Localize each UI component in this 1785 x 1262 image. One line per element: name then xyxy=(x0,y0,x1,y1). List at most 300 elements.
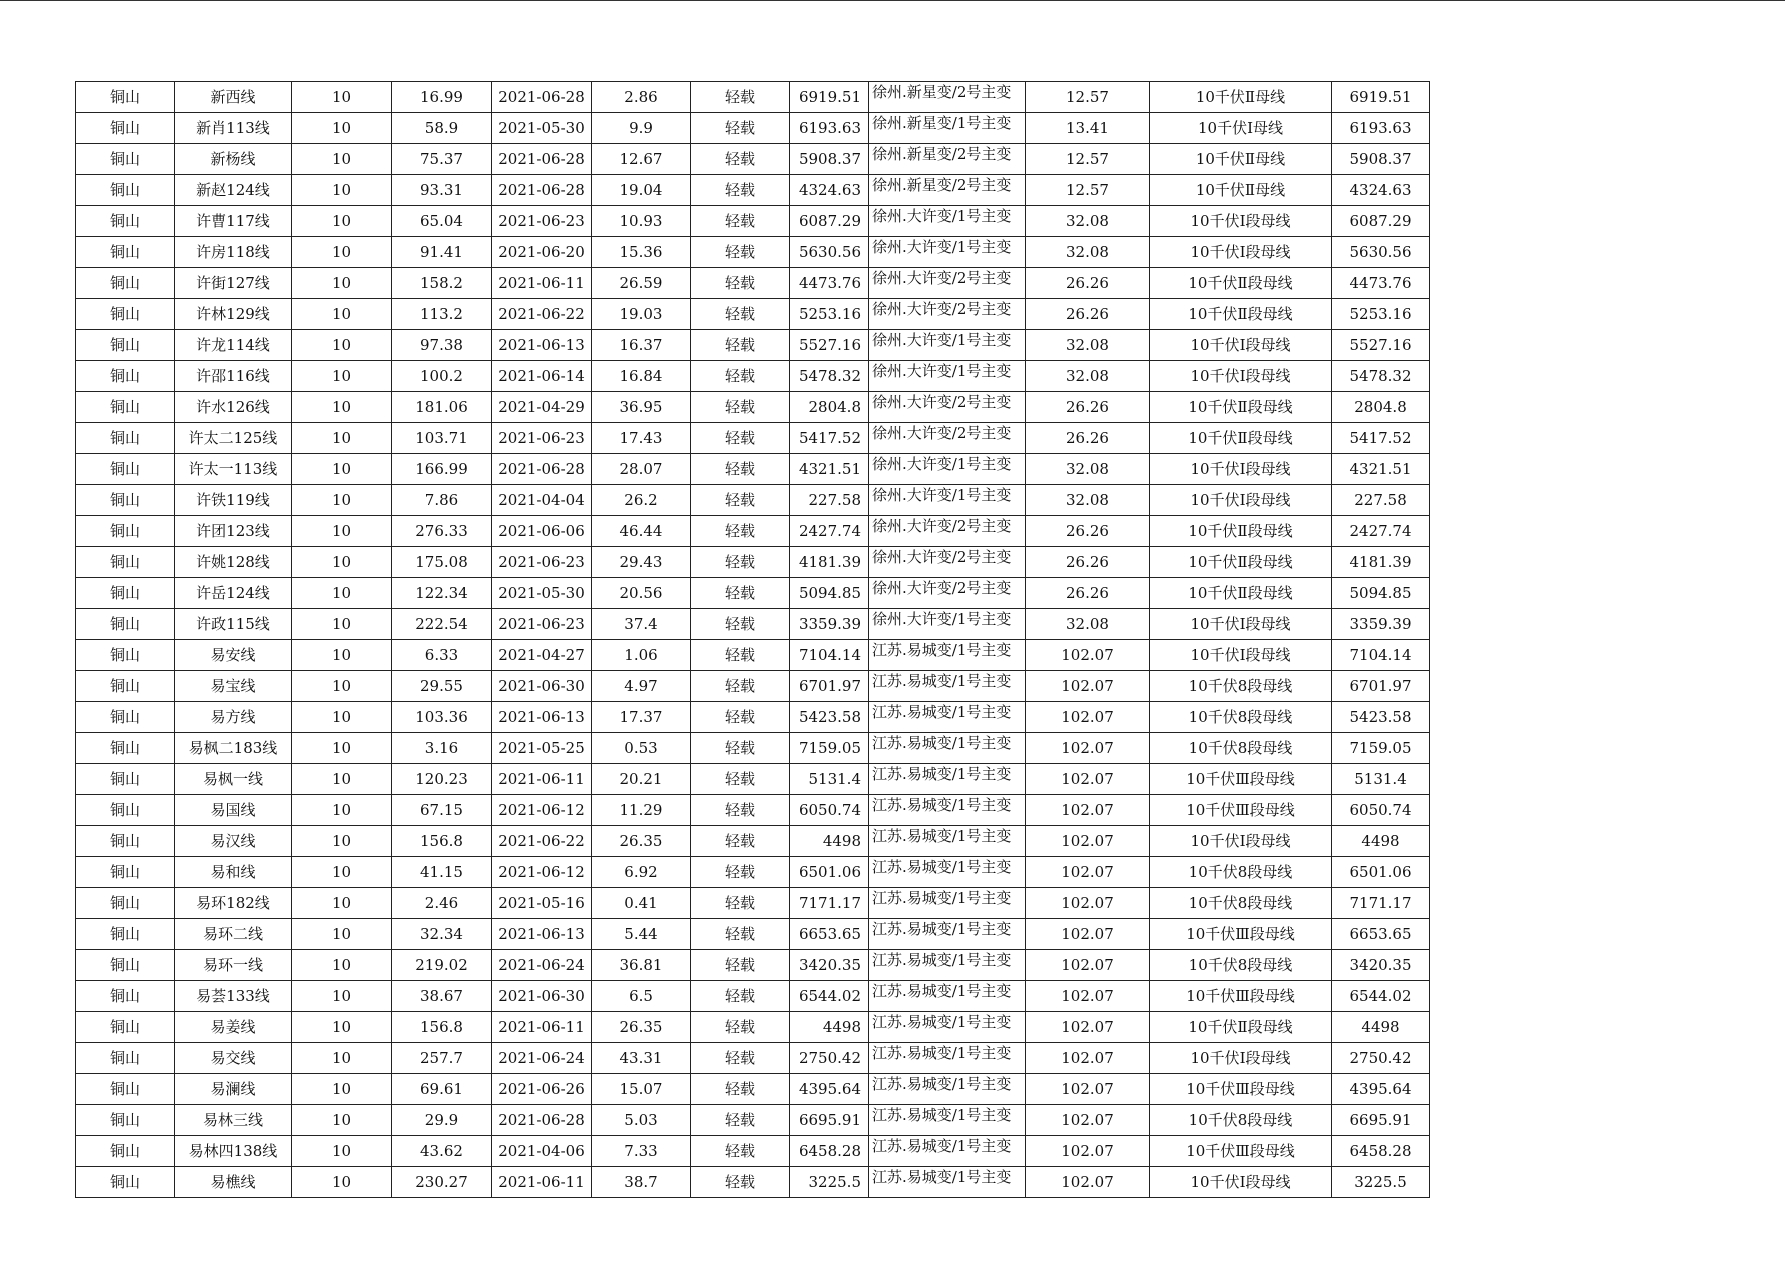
transformer-load-cell: 13.41 xyxy=(1026,113,1150,144)
table-row xyxy=(76,795,1430,826)
substation-transformer-text: 江苏.易城变/1号主变 xyxy=(872,734,1012,752)
load-rate-cell: 17.37 xyxy=(592,702,691,733)
available-capacity-cell: 6501.06 xyxy=(790,857,869,888)
table-row xyxy=(76,82,1430,113)
date-cell: 2021-06-13 xyxy=(492,919,592,950)
voltage-cell: 10 xyxy=(292,454,392,485)
county-cell: 铜山 xyxy=(76,1074,175,1105)
current-cell: 120.23 xyxy=(392,764,492,795)
substation-transformer-text: 徐州.大许变/1号主变 xyxy=(872,238,1012,256)
load-status-cell: 轻载 xyxy=(691,578,790,609)
date-cell: 2021-06-24 xyxy=(492,950,592,981)
bus-section-cell: 10千伏Ⅰ段母线 xyxy=(1150,237,1332,268)
load-rate-cell: 20.21 xyxy=(592,764,691,795)
table-row xyxy=(76,113,1430,144)
transformer-load-cell: 102.07 xyxy=(1026,826,1150,857)
feeder-line-cell: 易林四138线 xyxy=(175,1136,292,1167)
load-status-cell: 轻载 xyxy=(691,640,790,671)
feeder-line-cell: 许太一113线 xyxy=(175,454,292,485)
transformer-load-cell: 26.26 xyxy=(1026,516,1150,547)
load-rate-cell: 10.93 xyxy=(592,206,691,237)
available-capacity-cell: 5478.32 xyxy=(790,361,869,392)
remaining-capacity-cell: 7159.05 xyxy=(1332,733,1430,764)
county-cell: 铜山 xyxy=(76,981,175,1012)
remaining-capacity-cell: 227.58 xyxy=(1332,485,1430,516)
transformer-load-cell: 32.08 xyxy=(1026,361,1150,392)
load-rate-cell: 15.36 xyxy=(592,237,691,268)
substation-transformer-text: 江苏.易城变/1号主变 xyxy=(872,641,1012,659)
substation-transformer-text: 江苏.易城变/1号主变 xyxy=(872,827,1012,845)
substation-transformer-cell xyxy=(869,950,1026,981)
substation-transformer-cell xyxy=(869,640,1026,671)
load-rate-cell: 28.07 xyxy=(592,454,691,485)
load-status-cell: 轻载 xyxy=(691,919,790,950)
transformer-load-cell: 102.07 xyxy=(1026,888,1150,919)
county-cell: 铜山 xyxy=(76,1105,175,1136)
remaining-capacity-cell: 6050.74 xyxy=(1332,795,1430,826)
county-cell: 铜山 xyxy=(76,82,175,113)
bus-section-cell: 10千伏Ⅰ段母线 xyxy=(1150,640,1332,671)
transformer-load-cell: 12.57 xyxy=(1026,82,1150,113)
current-cell: 7.86 xyxy=(392,485,492,516)
table-row xyxy=(76,206,1430,237)
current-cell: 65.04 xyxy=(392,206,492,237)
voltage-cell: 10 xyxy=(292,919,392,950)
date-cell: 2021-06-23 xyxy=(492,547,592,578)
date-cell: 2021-05-30 xyxy=(492,113,592,144)
transformer-load-cell: 102.07 xyxy=(1026,919,1150,950)
transformer-load-cell: 102.07 xyxy=(1026,1074,1150,1105)
county-cell: 铜山 xyxy=(76,919,175,950)
substation-transformer-text: 徐州.新星变/1号主变 xyxy=(872,114,1012,132)
substation-transformer-cell xyxy=(869,578,1026,609)
county-cell: 铜山 xyxy=(76,950,175,981)
available-capacity-cell: 6653.65 xyxy=(790,919,869,950)
load-status-cell: 轻载 xyxy=(691,299,790,330)
bus-section-cell: 10千伏Ⅰ段母线 xyxy=(1150,609,1332,640)
remaining-capacity-cell: 6193.63 xyxy=(1332,113,1430,144)
county-cell: 铜山 xyxy=(76,733,175,764)
substation-transformer-cell xyxy=(869,330,1026,361)
load-status-cell: 轻载 xyxy=(691,1105,790,1136)
voltage-cell: 10 xyxy=(292,1167,392,1198)
substation-transformer-cell xyxy=(869,82,1026,113)
transformer-load-cell: 12.57 xyxy=(1026,144,1150,175)
load-status-cell: 轻载 xyxy=(691,1136,790,1167)
feeder-line-cell: 许街127线 xyxy=(175,268,292,299)
date-cell: 2021-06-23 xyxy=(492,423,592,454)
date-cell: 2021-06-11 xyxy=(492,1012,592,1043)
county-cell: 铜山 xyxy=(76,547,175,578)
load-rate-cell: 4.97 xyxy=(592,671,691,702)
load-rate-cell: 6.5 xyxy=(592,981,691,1012)
substation-transformer-cell xyxy=(869,237,1026,268)
substation-transformer-cell xyxy=(869,981,1026,1012)
available-capacity-cell: 2804.8 xyxy=(790,392,869,423)
available-capacity-cell: 3420.35 xyxy=(790,950,869,981)
load-rate-cell: 26.59 xyxy=(592,268,691,299)
bus-section-cell: 10千伏Ⅰ段母线 xyxy=(1150,826,1332,857)
substation-transformer-text: 徐州.大许变/1号主变 xyxy=(872,207,1012,225)
current-cell: 67.15 xyxy=(392,795,492,826)
load-status-cell: 轻载 xyxy=(691,237,790,268)
available-capacity-cell: 5908.37 xyxy=(790,144,869,175)
bus-section-cell: 10千伏Ⅱ段母线 xyxy=(1150,268,1332,299)
current-cell: 97.38 xyxy=(392,330,492,361)
available-capacity-cell: 6544.02 xyxy=(790,981,869,1012)
load-status-cell: 轻载 xyxy=(691,1074,790,1105)
substation-transformer-cell xyxy=(869,361,1026,392)
voltage-cell: 10 xyxy=(292,113,392,144)
remaining-capacity-cell: 6501.06 xyxy=(1332,857,1430,888)
county-cell: 铜山 xyxy=(76,888,175,919)
bus-section-cell: 10千伏Ⅰ段母线 xyxy=(1150,206,1332,237)
table-row xyxy=(76,888,1430,919)
substation-transformer-cell xyxy=(869,175,1026,206)
current-cell: 75.37 xyxy=(392,144,492,175)
transformer-load-cell: 102.07 xyxy=(1026,795,1150,826)
table-row xyxy=(76,1074,1430,1105)
load-rate-cell: 0.41 xyxy=(592,888,691,919)
load-rate-cell: 6.92 xyxy=(592,857,691,888)
voltage-cell: 10 xyxy=(292,1105,392,1136)
feeder-line-cell: 易环一线 xyxy=(175,950,292,981)
voltage-cell: 10 xyxy=(292,1043,392,1074)
voltage-cell: 10 xyxy=(292,144,392,175)
available-capacity-cell: 6193.63 xyxy=(790,113,869,144)
table-row xyxy=(76,268,1430,299)
transformer-load-cell: 26.26 xyxy=(1026,392,1150,423)
substation-transformer-text: 徐州.大许变/1号主变 xyxy=(872,331,1012,349)
voltage-cell: 10 xyxy=(292,516,392,547)
current-cell: 29.9 xyxy=(392,1105,492,1136)
bus-section-cell: 10千伏Ⅱ母线 xyxy=(1150,175,1332,206)
remaining-capacity-cell: 6701.97 xyxy=(1332,671,1430,702)
load-status-cell: 轻载 xyxy=(691,826,790,857)
substation-transformer-cell xyxy=(869,392,1026,423)
substation-transformer-cell xyxy=(869,919,1026,950)
remaining-capacity-cell: 6653.65 xyxy=(1332,919,1430,950)
substation-transformer-text: 徐州.大许变/1号主变 xyxy=(872,362,1012,380)
county-cell: 铜山 xyxy=(76,826,175,857)
county-cell: 铜山 xyxy=(76,857,175,888)
county-cell: 铜山 xyxy=(76,516,175,547)
load-rate-cell: 16.84 xyxy=(592,361,691,392)
page-top-border xyxy=(0,0,1785,1)
substation-transformer-text: 江苏.易城变/1号主变 xyxy=(872,951,1012,969)
substation-transformer-cell xyxy=(869,1043,1026,1074)
current-cell: 2.46 xyxy=(392,888,492,919)
current-cell: 29.55 xyxy=(392,671,492,702)
remaining-capacity-cell: 5131.4 xyxy=(1332,764,1430,795)
remaining-capacity-cell: 6544.02 xyxy=(1332,981,1430,1012)
date-cell: 2021-06-11 xyxy=(492,764,592,795)
voltage-cell: 10 xyxy=(292,547,392,578)
load-status-cell: 轻载 xyxy=(691,361,790,392)
transformer-load-cell: 32.08 xyxy=(1026,206,1150,237)
substation-transformer-cell xyxy=(869,609,1026,640)
date-cell: 2021-06-12 xyxy=(492,795,592,826)
substation-transformer-cell xyxy=(869,1136,1026,1167)
bus-section-cell: 10千伏Ⅰ段母线 xyxy=(1150,1043,1332,1074)
feeder-line-cell: 易林三线 xyxy=(175,1105,292,1136)
date-cell: 2021-06-23 xyxy=(492,206,592,237)
bus-section-cell: 10千伏8段母线 xyxy=(1150,702,1332,733)
date-cell: 2021-06-28 xyxy=(492,144,592,175)
current-cell: 219.02 xyxy=(392,950,492,981)
date-cell: 2021-06-14 xyxy=(492,361,592,392)
feeder-line-cell: 易汉线 xyxy=(175,826,292,857)
transformer-load-cell: 102.07 xyxy=(1026,1136,1150,1167)
transformer-load-cell: 102.07 xyxy=(1026,702,1150,733)
bus-section-cell: 10千伏Ⅱ母线 xyxy=(1150,82,1332,113)
county-cell: 铜山 xyxy=(76,237,175,268)
table-row xyxy=(76,392,1430,423)
table-row xyxy=(76,516,1430,547)
remaining-capacity-cell: 2427.74 xyxy=(1332,516,1430,547)
available-capacity-cell: 4321.51 xyxy=(790,454,869,485)
remaining-capacity-cell: 2750.42 xyxy=(1332,1043,1430,1074)
load-rate-cell: 0.53 xyxy=(592,733,691,764)
voltage-cell: 10 xyxy=(292,330,392,361)
available-capacity-cell: 7159.05 xyxy=(790,733,869,764)
table-row xyxy=(76,857,1430,888)
remaining-capacity-cell: 5630.56 xyxy=(1332,237,1430,268)
available-capacity-cell: 5423.58 xyxy=(790,702,869,733)
bus-section-cell: 10千伏Ⅰ母线 xyxy=(1150,113,1332,144)
date-cell: 2021-06-30 xyxy=(492,981,592,1012)
load-status-cell: 轻载 xyxy=(691,82,790,113)
current-cell: 58.9 xyxy=(392,113,492,144)
load-status-cell: 轻载 xyxy=(691,609,790,640)
substation-transformer-cell xyxy=(869,671,1026,702)
county-cell: 铜山 xyxy=(76,485,175,516)
substation-transformer-text: 徐州.大许变/2号主变 xyxy=(872,517,1012,535)
date-cell: 2021-06-20 xyxy=(492,237,592,268)
transformer-load-cell: 32.08 xyxy=(1026,454,1150,485)
voltage-cell: 10 xyxy=(292,1074,392,1105)
bus-section-cell: 10千伏Ⅱ段母线 xyxy=(1150,547,1332,578)
available-capacity-cell: 6087.29 xyxy=(790,206,869,237)
substation-transformer-cell xyxy=(869,888,1026,919)
feeder-line-cell: 易交线 xyxy=(175,1043,292,1074)
table-row xyxy=(76,733,1430,764)
bus-section-cell: 10千伏Ⅱ段母线 xyxy=(1150,516,1332,547)
table-row xyxy=(76,1012,1430,1043)
table-row xyxy=(76,1043,1430,1074)
available-capacity-cell: 7104.14 xyxy=(790,640,869,671)
feeder-line-cell: 易枫一线 xyxy=(175,764,292,795)
bus-section-cell: 10千伏Ⅲ段母线 xyxy=(1150,1136,1332,1167)
remaining-capacity-cell: 4498 xyxy=(1332,1012,1430,1043)
county-cell: 铜山 xyxy=(76,702,175,733)
substation-transformer-text: 徐州.大许变/2号主变 xyxy=(872,393,1012,411)
transformer-load-cell: 102.07 xyxy=(1026,764,1150,795)
bus-section-cell: 10千伏Ⅰ段母线 xyxy=(1150,454,1332,485)
transformer-load-cell: 32.08 xyxy=(1026,237,1150,268)
table-row xyxy=(76,175,1430,206)
feeder-line-cell: 易和线 xyxy=(175,857,292,888)
load-status-cell: 轻载 xyxy=(691,454,790,485)
current-cell: 156.8 xyxy=(392,1012,492,1043)
voltage-cell: 10 xyxy=(292,702,392,733)
current-cell: 122.34 xyxy=(392,578,492,609)
county-cell: 铜山 xyxy=(76,578,175,609)
load-status-cell: 轻载 xyxy=(691,1012,790,1043)
current-cell: 38.67 xyxy=(392,981,492,1012)
transformer-load-cell: 26.26 xyxy=(1026,547,1150,578)
date-cell: 2021-06-28 xyxy=(492,1105,592,1136)
load-rate-cell: 37.4 xyxy=(592,609,691,640)
table-row xyxy=(76,764,1430,795)
available-capacity-cell: 2750.42 xyxy=(790,1043,869,1074)
available-capacity-cell: 227.58 xyxy=(790,485,869,516)
county-cell: 铜山 xyxy=(76,423,175,454)
feeder-line-cell: 新赵124线 xyxy=(175,175,292,206)
current-cell: 230.27 xyxy=(392,1167,492,1198)
load-status-cell: 轻载 xyxy=(691,981,790,1012)
remaining-capacity-cell: 4498 xyxy=(1332,826,1430,857)
remaining-capacity-cell: 5423.58 xyxy=(1332,702,1430,733)
load-status-cell: 轻载 xyxy=(691,764,790,795)
load-rate-cell: 1.06 xyxy=(592,640,691,671)
load-rate-cell: 46.44 xyxy=(592,516,691,547)
bus-section-cell: 10千伏8段母线 xyxy=(1150,950,1332,981)
transformer-load-cell: 102.07 xyxy=(1026,1167,1150,1198)
voltage-cell: 10 xyxy=(292,82,392,113)
table-row xyxy=(76,578,1430,609)
date-cell: 2021-06-12 xyxy=(492,857,592,888)
load-status-cell: 轻载 xyxy=(691,795,790,826)
available-capacity-cell: 6919.51 xyxy=(790,82,869,113)
date-cell: 2021-06-13 xyxy=(492,330,592,361)
bus-section-cell: 10千伏Ⅱ段母线 xyxy=(1150,392,1332,423)
load-status-cell: 轻载 xyxy=(691,857,790,888)
current-cell: 100.2 xyxy=(392,361,492,392)
bus-section-cell: 10千伏8段母线 xyxy=(1150,671,1332,702)
remaining-capacity-cell: 5094.85 xyxy=(1332,578,1430,609)
remaining-capacity-cell: 6458.28 xyxy=(1332,1136,1430,1167)
date-cell: 2021-06-23 xyxy=(492,609,592,640)
substation-transformer-cell xyxy=(869,547,1026,578)
load-status-cell: 轻载 xyxy=(691,1043,790,1074)
substation-transformer-cell xyxy=(869,733,1026,764)
transformer-load-cell: 102.07 xyxy=(1026,640,1150,671)
substation-transformer-cell xyxy=(869,516,1026,547)
available-capacity-cell: 5094.85 xyxy=(790,578,869,609)
substation-transformer-text: 江苏.易城变/1号主变 xyxy=(872,1106,1012,1124)
voltage-cell: 10 xyxy=(292,578,392,609)
transformer-load-cell: 26.26 xyxy=(1026,423,1150,454)
county-cell: 铜山 xyxy=(76,392,175,423)
date-cell: 2021-06-24 xyxy=(492,1043,592,1074)
feeder-line-cell: 易方线 xyxy=(175,702,292,733)
voltage-cell: 10 xyxy=(292,392,392,423)
county-cell: 铜山 xyxy=(76,454,175,485)
available-capacity-cell: 2427.74 xyxy=(790,516,869,547)
county-cell: 铜山 xyxy=(76,1012,175,1043)
substation-transformer-text: 江苏.易城变/1号主变 xyxy=(872,889,1012,907)
table-row xyxy=(76,237,1430,268)
substation-transformer-cell xyxy=(869,1167,1026,1198)
remaining-capacity-cell: 4324.63 xyxy=(1332,175,1430,206)
remaining-capacity-cell: 3225.5 xyxy=(1332,1167,1430,1198)
county-cell: 铜山 xyxy=(76,144,175,175)
current-cell: 32.34 xyxy=(392,919,492,950)
feeder-line-cell: 易枫二183线 xyxy=(175,733,292,764)
county-cell: 铜山 xyxy=(76,330,175,361)
transformer-load-cell: 32.08 xyxy=(1026,485,1150,516)
substation-transformer-text: 江苏.易城变/1号主变 xyxy=(872,672,1012,690)
bus-section-cell: 10千伏Ⅲ段母线 xyxy=(1150,795,1332,826)
county-cell: 铜山 xyxy=(76,113,175,144)
available-capacity-cell: 4473.76 xyxy=(790,268,869,299)
current-cell: 6.33 xyxy=(392,640,492,671)
feeder-line-cell: 许邵116线 xyxy=(175,361,292,392)
substation-transformer-cell xyxy=(869,1074,1026,1105)
date-cell: 2021-06-11 xyxy=(492,268,592,299)
table-row xyxy=(76,144,1430,175)
load-status-cell: 轻载 xyxy=(691,206,790,237)
feeder-line-cell: 易环二线 xyxy=(175,919,292,950)
substation-transformer-text: 徐州.新星变/2号主变 xyxy=(872,145,1012,163)
available-capacity-cell: 5417.52 xyxy=(790,423,869,454)
date-cell: 2021-06-06 xyxy=(492,516,592,547)
voltage-cell: 10 xyxy=(292,175,392,206)
substation-transformer-cell xyxy=(869,144,1026,175)
substation-transformer-text: 徐州.新星变/2号主变 xyxy=(872,176,1012,194)
table-row xyxy=(76,454,1430,485)
load-status-cell: 轻载 xyxy=(691,1167,790,1198)
load-rate-cell: 11.29 xyxy=(592,795,691,826)
substation-transformer-text: 徐州.大许变/2号主变 xyxy=(872,300,1012,318)
load-status-cell: 轻载 xyxy=(691,392,790,423)
available-capacity-cell: 3225.5 xyxy=(790,1167,869,1198)
voltage-cell: 10 xyxy=(292,237,392,268)
remaining-capacity-cell: 5908.37 xyxy=(1332,144,1430,175)
substation-transformer-cell xyxy=(869,423,1026,454)
table-row xyxy=(76,485,1430,516)
available-capacity-cell: 6701.97 xyxy=(790,671,869,702)
load-status-cell: 轻载 xyxy=(691,547,790,578)
remaining-capacity-cell: 5417.52 xyxy=(1332,423,1430,454)
date-cell: 2021-04-27 xyxy=(492,640,592,671)
substation-transformer-text: 江苏.易城变/1号主变 xyxy=(872,1137,1012,1155)
feeder-line-cell: 许林129线 xyxy=(175,299,292,330)
available-capacity-cell: 6458.28 xyxy=(790,1136,869,1167)
voltage-cell: 10 xyxy=(292,1136,392,1167)
voltage-cell: 10 xyxy=(292,733,392,764)
feeder-line-cell: 易澜线 xyxy=(175,1074,292,1105)
current-cell: 69.61 xyxy=(392,1074,492,1105)
substation-transformer-text: 徐州.大许变/2号主变 xyxy=(872,424,1012,442)
available-capacity-cell: 6695.91 xyxy=(790,1105,869,1136)
feeder-line-cell: 易环182线 xyxy=(175,888,292,919)
load-rate-cell: 2.86 xyxy=(592,82,691,113)
substation-transformer-text: 江苏.易城变/1号主变 xyxy=(872,858,1012,876)
current-cell: 156.8 xyxy=(392,826,492,857)
remaining-capacity-cell: 6919.51 xyxy=(1332,82,1430,113)
load-status-cell: 轻载 xyxy=(691,330,790,361)
transformer-load-cell: 102.07 xyxy=(1026,857,1150,888)
substation-transformer-cell xyxy=(869,485,1026,516)
bus-section-cell: 10千伏8段母线 xyxy=(1150,857,1332,888)
table-row xyxy=(76,299,1430,330)
transformer-load-cell: 32.08 xyxy=(1026,330,1150,361)
date-cell: 2021-06-22 xyxy=(492,299,592,330)
bus-section-cell: 10千伏8段母线 xyxy=(1150,888,1332,919)
transformer-load-cell: 102.07 xyxy=(1026,733,1150,764)
